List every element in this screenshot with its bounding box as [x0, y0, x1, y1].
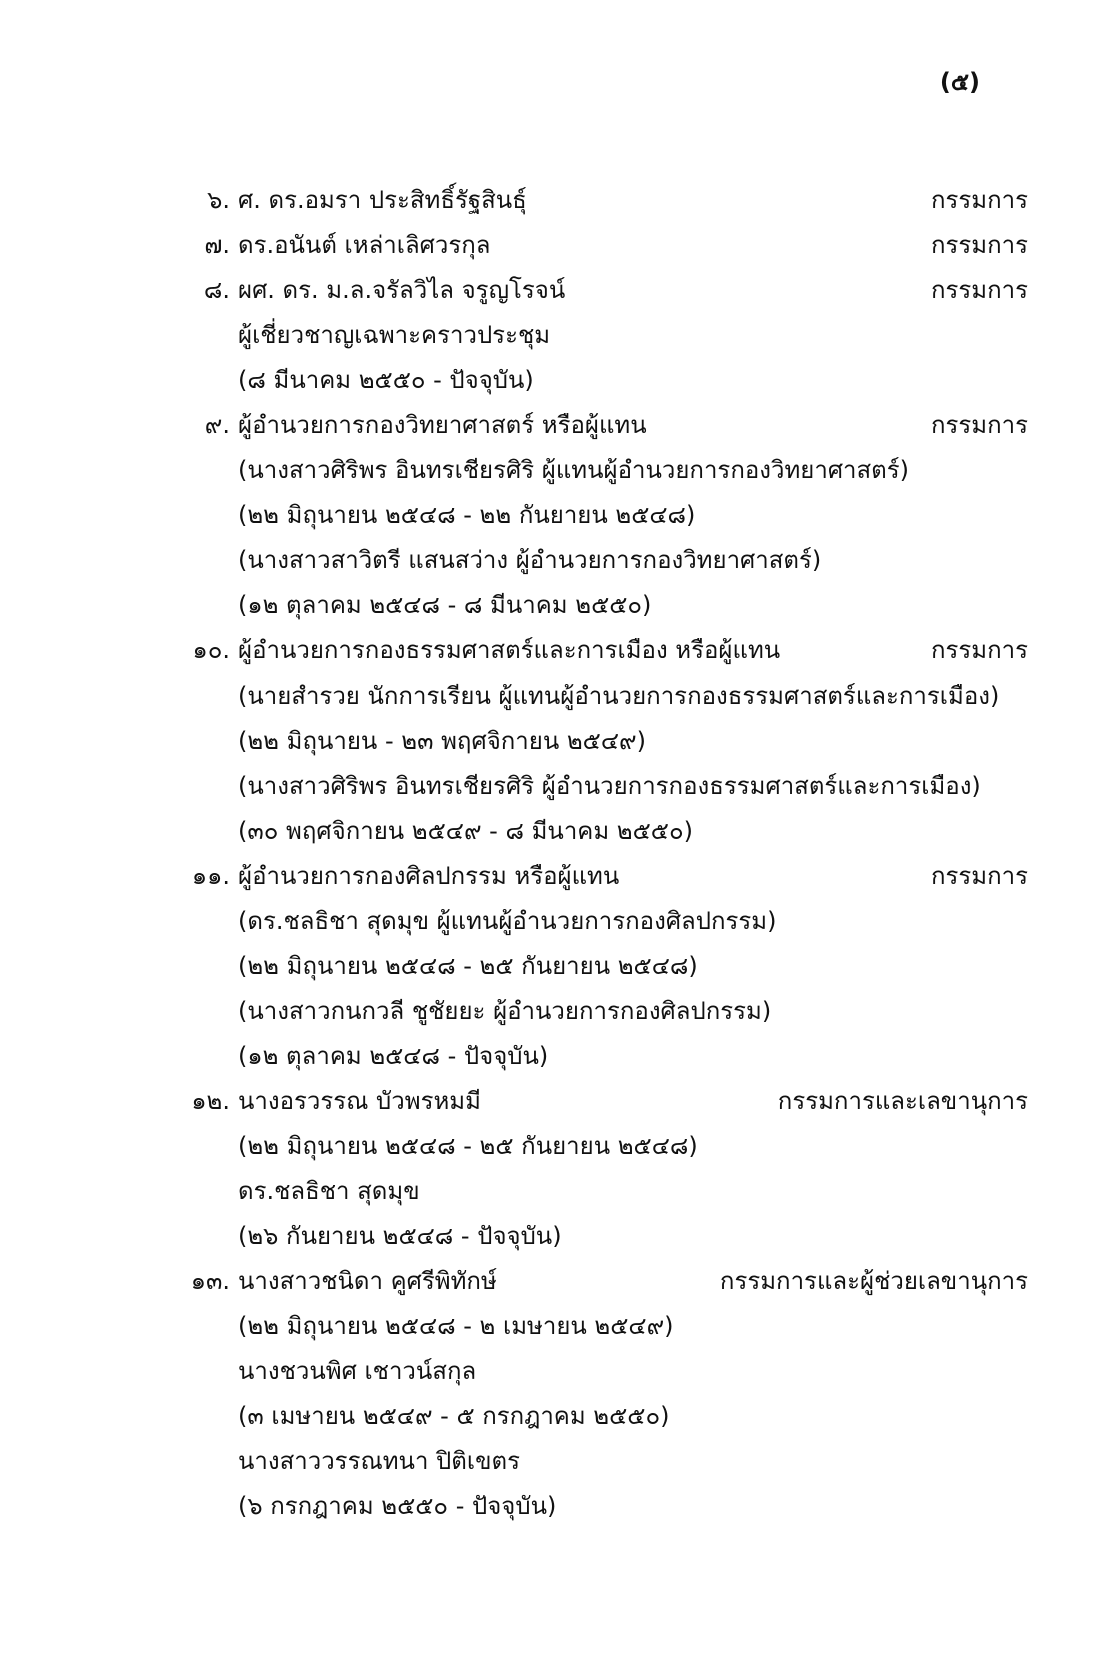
member-name: นางสาวชนิดา คูศรีพิทักษ์: [238, 1267, 497, 1296]
member-role: กรรมการและเลขานุการ: [777, 1086, 1028, 1115]
member-name: ศ. ดร.อมรา ประสิทธิ์รัฐสินธุ์: [238, 186, 527, 214]
list-item-detail: [0, 809, 1110, 854]
member-detail: ดร.ชลธิชา สุดมุข: [238, 1177, 420, 1206]
member-role: กรรมการ: [930, 411, 1028, 440]
item-number: ๖.: [207, 186, 230, 214]
term-period: (๒๒ มิถุนายน ๒๕๔๘ - ๒๒ กันยายน ๒๕๔๘): [238, 501, 696, 530]
member-detail: (นางสาวสาวิตรี แสนสว่าง ผู้อำนวยการกองวิทยาศาสตร์): [238, 546, 822, 575]
list-item-detail: [0, 493, 1110, 538]
committee-member-list: [0, 178, 1110, 1529]
list-item-detail: [0, 1034, 1110, 1079]
member-name: ผู้อำนวยการกองวิทยาศาสตร์ หรือผู้แทน: [238, 411, 647, 440]
list-item: [0, 628, 1110, 673]
list-item: [0, 268, 1110, 313]
list-item-detail: [0, 1484, 1110, 1529]
term-period: (๖ กรกฎาคม ๒๕๕๐ - ปัจจุบัน): [238, 1492, 557, 1521]
list-item-detail: [0, 448, 1110, 493]
member-detail: (นางสาวศิริพร อินทรเชียรศิริ ผู้อำนวยการกองธรรมศาสตร์และการเมือง): [238, 771, 981, 800]
item-number: ๙.: [204, 411, 230, 440]
list-item: [0, 854, 1110, 899]
term-period: (๓ เมษายน ๒๕๔๙ - ๕ กรกฎาคม ๒๕๕๐): [238, 1402, 670, 1431]
item-number: ๑๒.: [191, 1086, 230, 1115]
list-item-detail: [0, 313, 1110, 358]
term-period: (๑๒ ตุลาคม ๒๕๔๘ - ๘ มีนาคม ๒๕๕๐): [238, 591, 652, 620]
term-period: (๒๒ มิถุนายน - ๒๓ พฤศจิกายน ๒๕๔๙): [238, 726, 646, 755]
member-name: นางอรวรรณ บัวพรหมมี: [238, 1086, 481, 1115]
list-item-detail: [0, 1439, 1110, 1484]
member-detail: นางสาววรรณทนา ปิติเขตร: [238, 1447, 520, 1476]
list-item-detail: [0, 583, 1110, 628]
list-item-detail: [0, 358, 1110, 403]
member-name: ผู้อำนวยการกองธรรมศาสตร์และการเมือง หรือผู้แทน: [238, 636, 781, 665]
item-number: ๑๓.: [190, 1267, 230, 1296]
item-number: ๘.: [203, 276, 230, 305]
member-detail: ผู้เชี่ยวชาญเฉพาะคราวประชุม: [238, 321, 551, 350]
term-period: (๘ มีนาคม ๒๕๕๐ - ปัจจุบัน): [238, 366, 534, 395]
list-item-detail: [0, 1349, 1110, 1394]
list-item-detail: [0, 538, 1110, 583]
term-period: (๒๒ มิถุนายน ๒๕๔๘ - ๒๕ กันยายน ๒๕๔๘): [238, 951, 698, 980]
list-item-detail: [0, 989, 1110, 1034]
list-item-detail: [0, 1304, 1110, 1349]
term-period: (๓๐ พฤศจิกายน ๒๕๔๙ - ๘ มีนาคม ๒๕๕๐): [238, 816, 693, 845]
member-detail: (นางสาวกนกวลี ชูชัยยะ ผู้อำนวยการกองศิลปกรรม): [238, 996, 772, 1025]
member-role: กรรมการ: [930, 636, 1028, 665]
list-item: [0, 223, 1110, 268]
member-detail: (นางสาวศิริพร อินทรเชียรศิริ ผู้แทนผู้อำนวยการกองวิทยาศาสตร์): [238, 456, 910, 485]
item-number: ๑๐.: [192, 636, 230, 665]
list-item-detail: [0, 1124, 1110, 1169]
member-role: กรรมการ: [930, 231, 1028, 260]
list-item: [0, 1079, 1110, 1124]
member-detail: (นายสำรวย นักการเรียน ผู้แทนผู้อำนวยการกองธรรมศาสตร์และการเมือง): [238, 681, 1000, 710]
list-item-detail: [0, 944, 1110, 989]
list-item-detail: [0, 719, 1110, 764]
list-item-detail: [0, 899, 1110, 944]
item-number: ๗.: [204, 231, 230, 260]
list-item: [0, 1259, 1110, 1304]
member-role: กรรมการและผู้ช่วยเลขานุการ: [719, 1267, 1028, 1296]
list-item: [0, 403, 1110, 448]
list-item-detail: [0, 1169, 1110, 1214]
page-number: (๕): [939, 68, 980, 96]
member-detail: (ดร.ชลธิชา สุดมุข ผู้แทนผู้อำนวยการกองศิลปกรรม): [238, 906, 777, 935]
term-period: (๑๒ ตุลาคม ๒๕๔๘ - ปัจจุบัน): [238, 1041, 549, 1070]
term-period: (๒๒ มิถุนายน ๒๕๔๘ - ๒ เมษายน ๒๕๔๙): [238, 1312, 674, 1341]
list-item: [0, 178, 1110, 223]
member-role: กรรมการ: [930, 861, 1028, 890]
list-item-detail: [0, 674, 1110, 719]
member-name: ดร.อนันต์ เหล่าเลิศวรกุล: [238, 231, 491, 260]
list-item-detail: [0, 1394, 1110, 1439]
item-number: ๑๑.: [191, 861, 230, 890]
term-period: (๒๒ มิถุนายน ๒๕๔๘ - ๒๕ กันยายน ๒๕๔๘): [238, 1131, 698, 1160]
member-role: กรรมการ: [930, 186, 1028, 214]
list-item-detail: [0, 764, 1110, 809]
member-role: กรรมการ: [930, 276, 1028, 305]
member-name: ผู้อำนวยการกองศิลปกรรม หรือผู้แทน: [238, 861, 620, 890]
member-name: ผศ. ดร. ม.ล.จรัลวิไล จรูญโรจน์: [238, 276, 566, 305]
list-item-detail: [0, 1214, 1110, 1259]
term-period: (๒๖ กันยายน ๒๕๔๘ - ปัจจุบัน): [238, 1222, 562, 1251]
member-detail: นางชวนพิศ เชาวน์สกุล: [238, 1357, 477, 1386]
